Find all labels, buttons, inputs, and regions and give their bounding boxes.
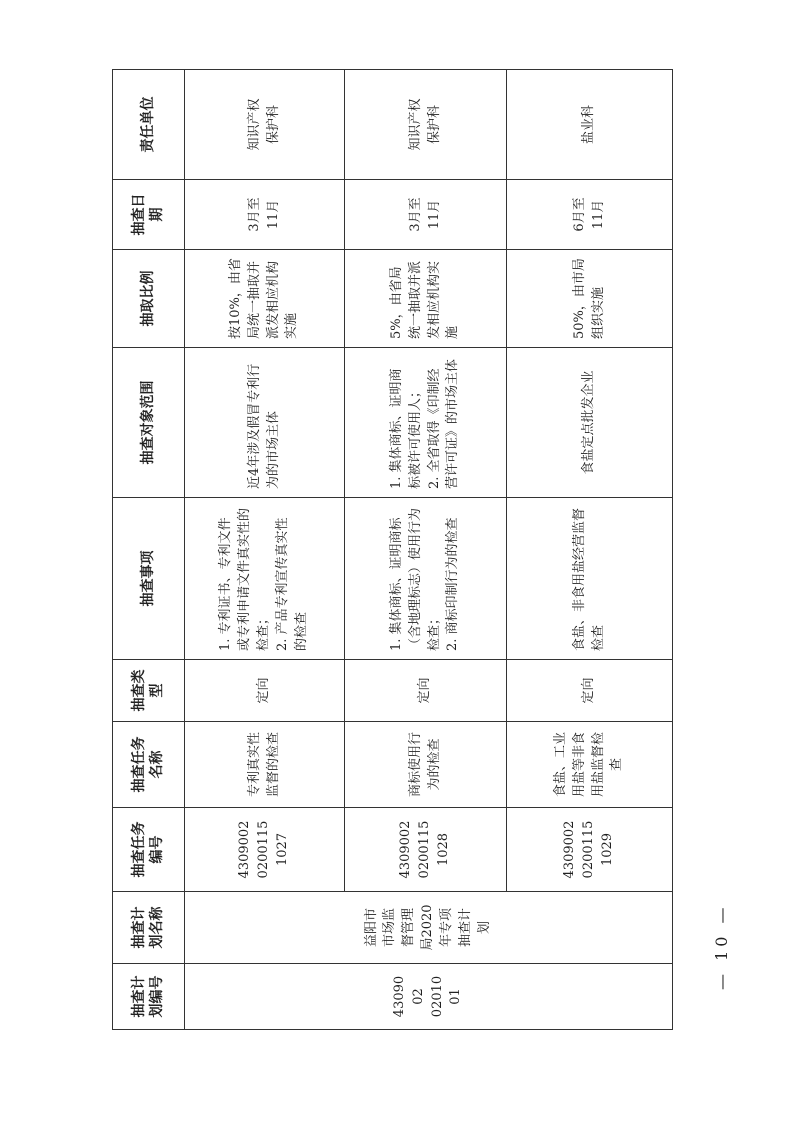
type-cell: 定向 (185, 660, 345, 722)
header-plan-no: 抽查计划编号 (113, 964, 185, 1030)
task-no-cell: 4309002 0200115 1028 (345, 808, 507, 892)
items-cell: 食盐、非食用盐经营监督检查 (507, 498, 673, 660)
page-number: — 10 — (712, 903, 731, 990)
date-cell: 6月至 11月 (507, 180, 673, 250)
task-name-cell: 专利真实性 监督的检查 (185, 722, 345, 808)
inspection-plan-table (112, 69, 673, 1030)
type-cell: 定向 (345, 660, 507, 722)
ratio-cell: 5%，由省局统一抽取并派发相应机构实施 (345, 250, 507, 348)
ratio-cell: 50%，由市局组织实施 (507, 250, 673, 348)
unit-cell: 知识产权 保护科 (185, 70, 345, 180)
table-row (507, 70, 673, 1030)
plan-no-cell: 4309002 0201001 (185, 964, 673, 1030)
header-date: 抽查日期 (113, 180, 185, 250)
ratio-cell: 按10%，由省局统一抽取并派发相应机构实施 (185, 250, 345, 348)
header-type: 抽查类型 (113, 660, 185, 722)
items-cell: 1. 专利证书、专利文件或专利申请文件真实性的检查； 2. 产品专利宣传真实性的检查 (185, 498, 345, 660)
scope-cell: 近4年涉及假冒专利行为的市场主体 (185, 348, 345, 498)
task-name-cell: 食盐、工业 用盐等非食 用盐监督检 查 (507, 722, 673, 808)
rotated-table-container (112, 70, 672, 1030)
unit-cell: 盐业科 (507, 70, 673, 180)
date-cell: 3月至 11月 (185, 180, 345, 250)
plan-name-cell: 益阳市 市场监 督管理 局2020 年专项 抽查计 划 (185, 892, 673, 964)
table-header-row (113, 70, 185, 1030)
table-row (345, 70, 507, 1030)
scope-cell: 1. 集体商标、证明商标被许可使用人； 2. 全省取得《印制经营许可证》的市场主体 (345, 348, 507, 498)
table-row (185, 70, 345, 1030)
header-task-no: 抽查任务编号 (113, 808, 185, 892)
header-plan-name: 抽查计划名称 (113, 892, 185, 964)
header-unit: 责任单位 (113, 70, 185, 180)
task-no-cell: 4309002 0200115 1029 (507, 808, 673, 892)
task-no-cell: 4309002 0200115 1027 (185, 808, 345, 892)
scope-cell: 食盐定点批发企业 (507, 348, 673, 498)
unit-cell: 知识产权 保护科 (345, 70, 507, 180)
task-name-cell: 商标使用行 为的检查 (345, 722, 507, 808)
date-cell: 3月至 11月 (345, 180, 507, 250)
header-items: 抽查事项 (113, 498, 185, 660)
type-cell: 定向 (507, 660, 673, 722)
header-task-name: 抽查任务名称 (113, 722, 185, 808)
header-ratio: 抽取比例 (113, 250, 185, 348)
header-scope: 抽查对象范围 (113, 348, 185, 498)
items-cell: 1. 集体商标、证明商标（含地理标志）使用行为检查； 2. 商标印制行为的检查 (345, 498, 507, 660)
